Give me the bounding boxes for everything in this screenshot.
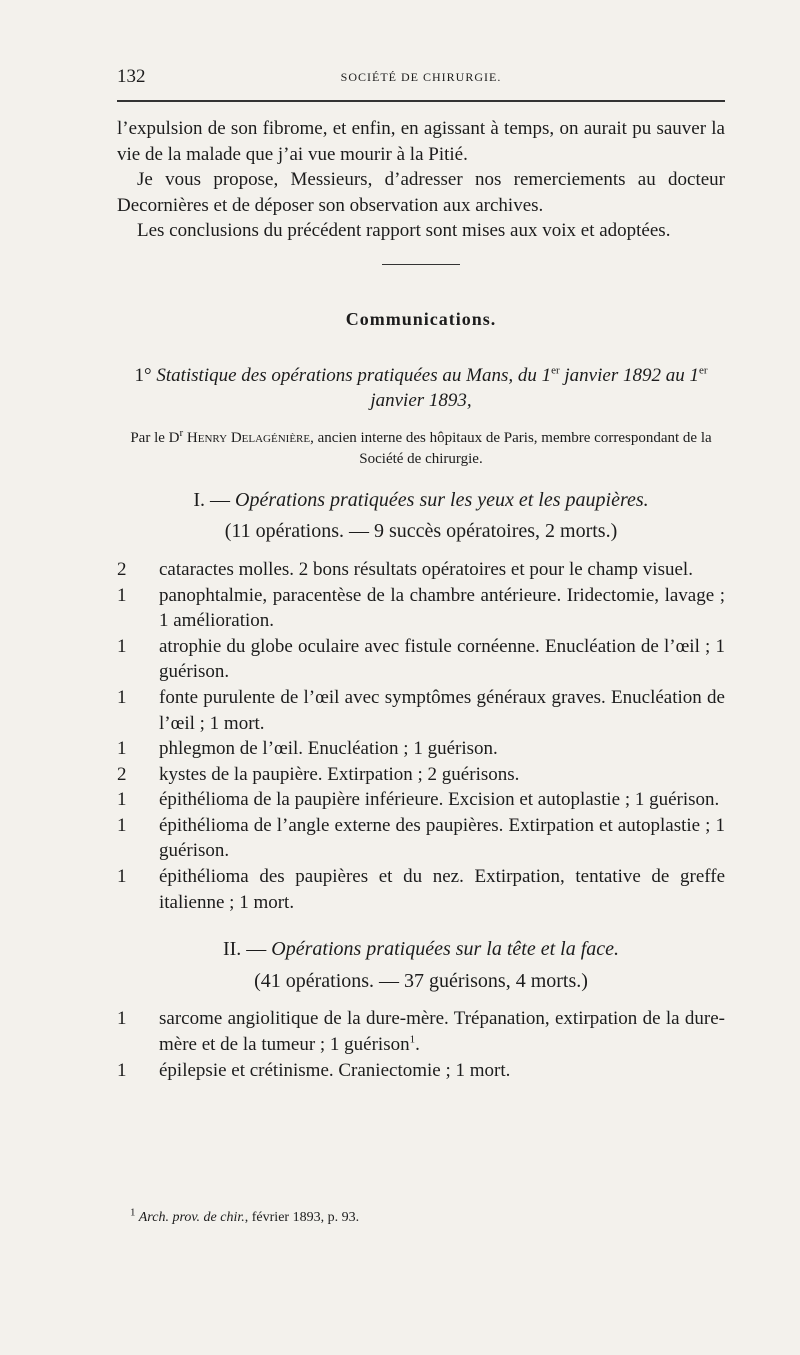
list-item <box>117 813 725 864</box>
item-text: fonte purulente de l’œil avec symptômes généraux graves. Enucléation de l’œil ; 1 mort. <box>159 686 725 734</box>
item-text: panophtalmie, paracentèse de la chambre antérieure. Iridectomie, lavage ; 1 amélioration. <box>159 584 725 632</box>
footnote <box>130 1206 360 1226</box>
section-summary: (41 opérations. — 37 guérisons, 4 morts.) <box>254 969 588 992</box>
running-title: SOCIÉTÉ DE CHIRURGIE. <box>340 70 502 84</box>
operations-list <box>117 557 725 915</box>
item-count: 1 <box>117 1059 127 1081</box>
statistique-title-part: Statistique des opérations pratiquées au Mans, du 1 <box>156 364 552 386</box>
item-count: 1 <box>117 738 127 760</box>
item-count: 1 <box>117 686 127 708</box>
list-item <box>117 864 725 915</box>
item-text: atrophie du globe oculaire avec fistule cornéenne. Enucléation de l’œil ; 1 guérison. <box>159 635 725 683</box>
page-header <box>117 66 725 92</box>
item-count: 1 <box>117 1008 127 1030</box>
item-text: épithélioma de la paupière inférieure. Excision et autoplastie ; 1 guérison. <box>159 789 720 811</box>
superscript: er <box>551 364 560 377</box>
item-text: kystes de la paupière. Extirpation ; 2 guérisons. <box>159 763 520 785</box>
list-item <box>117 736 725 762</box>
author-name: Henry Delagénière, <box>183 429 314 446</box>
footnote-source: Arch. prov. de chir. <box>135 1210 245 1225</box>
item-count: 1 <box>117 866 127 888</box>
footnote-rest: , février 1893, p. 93. <box>244 1210 360 1225</box>
list-item <box>117 1058 725 1084</box>
item-text-end: . <box>415 1034 420 1056</box>
list-item <box>117 787 725 813</box>
section-title: Opérations pratiquées sur la tête et la face. <box>271 938 620 961</box>
statistique-number: 1° <box>134 364 152 386</box>
item-count: 1 <box>117 584 127 606</box>
author-byline <box>117 428 725 470</box>
page-body <box>117 116 725 1083</box>
section-heading-1 <box>117 488 725 514</box>
list-item <box>117 1006 725 1057</box>
section-label: I. — <box>193 488 236 511</box>
byline-par: Par le D <box>130 429 180 446</box>
statistique-title-part: janvier 1893, <box>370 390 472 412</box>
list-item <box>117 634 725 685</box>
item-count: 2 <box>117 763 127 785</box>
list-item <box>117 762 725 788</box>
item-count: 2 <box>117 558 127 580</box>
operations-list <box>117 1006 725 1083</box>
intro-paragraph: l’expulsion de son fibrome, et enfin, en agissant à temps, on aurait pu sauver la vie de la malade que j’ai vue mourir à la Pitié. <box>117 118 725 165</box>
intro-paragraph: Les conclusions du précédent rapport sont mises aux voix et adoptées. <box>137 220 671 242</box>
section-title: Opérations pratiquées sur les yeux et les paupières. <box>235 488 649 511</box>
page-number: 132 <box>117 66 146 87</box>
item-text: cataractes molles. 2 bons résultats opératoires et pour le champ visuel. <box>159 558 693 580</box>
byline-rest: ancien interne des hôpitaux de Paris, membre correspondant de la Société de chirurgie. <box>313 429 712 467</box>
superscript: r <box>179 426 184 439</box>
superscript: er <box>698 364 708 377</box>
item-count: 1 <box>117 814 127 836</box>
section-heading-2 <box>117 937 725 963</box>
statistique-title-part: janvier 1892 au 1 <box>559 364 699 386</box>
item-count: 1 <box>117 635 127 657</box>
item-text: épithélioma de l’angle externe des paupières. Extirpation et autoplastie ; 1 guérison. <box>159 814 725 862</box>
header-rule <box>117 100 725 102</box>
statistique-title <box>117 363 725 414</box>
section-label: II. — <box>222 938 272 961</box>
section-divider <box>382 264 460 265</box>
item-text: épithélioma des paupières et du nez. Extirpation, tentative de greffe italienne ; 1 mort. <box>159 866 725 913</box>
list-item <box>117 557 725 583</box>
list-item <box>117 685 725 736</box>
intro-paragraph: Je vous propose, Messieurs, d’adresser nos remerciements au docteur Decornières et de déposer son observation aux archives. <box>117 169 725 216</box>
item-text: phlegmon de l’œil. Enucléation ; 1 guérison. <box>159 738 498 760</box>
list-item <box>117 583 725 634</box>
item-text: sarcome angiolitique de la dure-mère. Trépanation, extirpation de la dure-mère et de la tumeur ; 1 guérison <box>159 1008 725 1056</box>
item-count: 1 <box>117 789 127 811</box>
item-text: épilepsie et crétinisme. Craniectomie ; 1 mort. <box>159 1059 511 1081</box>
footnote-mark: 1 <box>130 1206 136 1219</box>
section-summary: (11 opérations. — 9 succès opératoires, 2 morts.) <box>224 520 618 543</box>
communications-heading: Communications. <box>345 308 497 329</box>
footnote-ref: 1 <box>409 1033 416 1046</box>
